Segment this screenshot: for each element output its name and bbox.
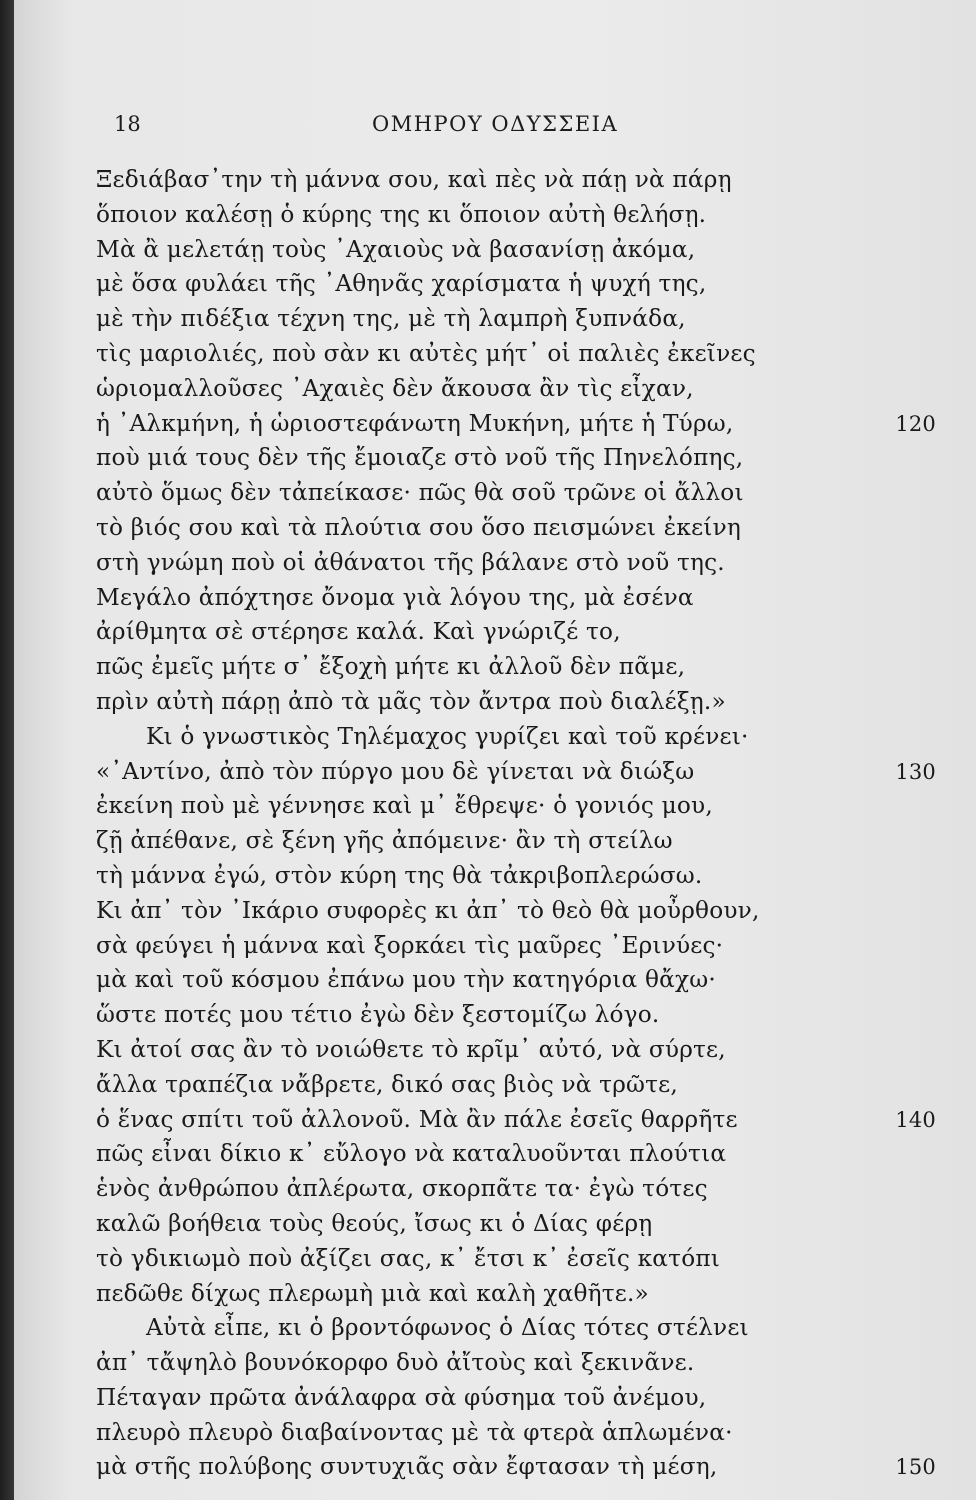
verse-line	[96, 685, 936, 720]
verse-line	[96, 511, 936, 546]
verse-line-text: Πέταγαν πρῶτα ἀνάλαφρα σὰ φύσημα τοῦ ἀνέμου,	[96, 1383, 707, 1411]
verse-line	[96, 1033, 936, 1068]
verse-line-text: ζῇ ἀπέθανε, σὲ ξένη γῆς ἀπόμεινε· ἂν τὴ στείλω	[96, 827, 673, 855]
verse-line	[96, 441, 936, 476]
page-number: 18	[114, 112, 141, 136]
verse-line-text: ὥστε ποτές μου τέτιο ἐγὼ δὲν ξεστομίζω λόγο.	[96, 1001, 660, 1029]
verse-line-text: καλῶ βοήθεια τοὺς θεούς, ἴσως κι ὁ Δίας φέρῃ	[96, 1209, 653, 1237]
verse-line	[96, 720, 936, 755]
verse-text	[96, 163, 936, 1485]
verse-line	[96, 998, 936, 1033]
verse-line-text: πῶς ἐμεῖς μήτε σ᾿ ἔξοχὴ μήτε κι ἀλλοῦ δὲν πᾶμε,	[96, 653, 686, 681]
verse-line-text: σὰ φεύγει ἡ μάννα καὶ ξορκάει τὶς μαῦρες ᾿Ερινύες·	[96, 931, 724, 959]
verse-line	[96, 859, 936, 894]
verse-line-text: Αὐτὰ εἶπε, κι ὁ βροντόφωνος ὁ Δίας τότες στέλνει	[146, 1314, 749, 1342]
verse-line	[96, 1242, 936, 1277]
verse-line-text: μὲ ὅσα φυλάει τῆς ᾿Αθηνᾶς χαρίσματα ἡ ψυχή της,	[96, 270, 707, 298]
verse-line	[96, 755, 936, 790]
verse-line-text: τὶς μαριολιές, ποὺ σὰν κι αὐτὲς μήτ᾿ οἱ παλιὲς ἐκεῖνες	[96, 339, 756, 367]
line-number: 120	[895, 411, 936, 436]
verse-line-text: ἀρίθμητα σὲ στέρησε καλά. Καὶ γνώριζέ το,	[96, 618, 621, 646]
verse-line-text: μὰ στῆς πολύβοης συντυχιᾶς σὰν ἔφτασαν τὴ μέση,	[96, 1453, 718, 1481]
verse-line	[96, 929, 936, 964]
verse-line	[96, 1346, 936, 1381]
verse-line	[96, 1381, 936, 1416]
verse-line	[96, 1277, 936, 1312]
verse-line	[96, 372, 936, 407]
verse-line	[96, 650, 936, 685]
verse-line-text: Μεγάλο ἀπόχτησε ὄνομα γιὰ λόγου της, μὰ ἐσένα	[96, 583, 694, 611]
verse-line	[96, 1416, 936, 1451]
verse-line	[96, 1450, 936, 1485]
verse-line	[96, 476, 936, 511]
verse-line-text: τὴ μάννα ἐγώ, στὸν κύρη της θὰ τἀκριβοπλερώσω.	[96, 861, 703, 889]
verse-line	[96, 407, 936, 442]
verse-line-text: ὅποιον καλέσῃ ὁ κύρης της κι ὅποιον αὐτὴ θελήσῃ.	[96, 200, 707, 228]
verse-line-text: τὸ γδικιωμὸ ποὺ ἀξίζει σας, κ᾿ ἔτσι κ᾿ ἐσεῖς κατόπι	[96, 1244, 721, 1272]
verse-line-text: πῶς εἶναι δίκιο κ᾿ εὔλογο νὰ καταλυοῦνται πλούτια	[96, 1140, 727, 1168]
page-header	[114, 112, 914, 144]
verse-line-text: μὰ καὶ τοῦ κόσμου ἐπάνω μου τὴν κατηγόρια θἄχω·	[96, 966, 716, 994]
verse-line	[96, 963, 936, 998]
verse-line	[96, 894, 936, 929]
verse-line-text: αὐτὸ ὅμως δὲν τἀπείκασε· πῶς θὰ σοῦ τρῶνε οἱ ἄλλοι	[96, 479, 744, 507]
verse-line-text: Κι ἀπ᾿ τὸν ᾿Ικάριο συφορὲς κι ἀπ᾿ τὸ θεὸ θὰ μοὖρθουν,	[96, 896, 760, 924]
verse-line-text: ἄλλα τραπέζια νἄβρετε, δικό σας βιὸς νὰ τρῶτε,	[96, 1070, 678, 1098]
verse-line-text: ἑνὸς ἀνθρώπου ἀπλέρωτα, σκορπᾶτε τα· ἐγὼ τότες	[96, 1175, 708, 1203]
verse-line-text: Ξεδιάβασ᾿την τὴ μάννα σου, καὶ πὲς νὰ πάῃ νὰ πάρῃ	[96, 166, 732, 193]
book-page	[14, 0, 976, 1500]
verse-line-text: Κι ὁ γνωστικὸς Τηλέμαχος γυρίζει καὶ τοῦ κρένει·	[146, 722, 749, 750]
verse-line	[96, 789, 936, 824]
running-title: ΟΜΗΡΟΥ ΟΔΥΣΣΕΙΑ	[372, 112, 619, 136]
verse-line-text: Μὰ ἂ μελετάῃ τοὺς ᾿Αχαιοὺς νὰ βασανίσῃ ἀκόμα,	[96, 235, 696, 263]
verse-line	[96, 1103, 936, 1138]
verse-line-text: πεδῶθε δίχως πλερωμὴ μιὰ καὶ καλὴ χαθῆτε.»	[96, 1279, 649, 1307]
verse-line	[96, 302, 936, 337]
verse-line-text: ὡριομαλλοῦσες ᾿Αχαιὲς δὲν ἄκουσα ἂν τὶς εἶχαν,	[96, 374, 694, 402]
verse-line-text: πρὶν αὐτὴ πάρῃ ἀπὸ τὰ μᾶς τὸν ἄντρα ποὺ διαλέξῃ.»	[96, 687, 726, 715]
verse-line	[96, 1068, 936, 1103]
verse-line	[96, 615, 936, 650]
line-number: 150	[895, 1455, 936, 1480]
verse-line-text: ἐκείνη ποὺ μὲ γέννησε καὶ μ᾿ ἔθρεψε· ὁ γονιός μου,	[96, 792, 713, 820]
verse-line-text: ὁ ἕνας σπίτι τοῦ ἀλλονοῦ. Μὰ ἂν πάλε ἐσεῖς θαρρῆτε	[96, 1105, 738, 1133]
verse-line-text: στὴ γνώμη ποὺ οἱ ἀθάνατοι τῆς βάλανε στὸ νοῦ της.	[96, 548, 725, 576]
verse-line	[96, 1311, 936, 1346]
verse-line-text: μὲ τὴν πιδέξια τέχνη της, μὲ τὴ λαμπρὴ ξυπνάδα,	[96, 305, 686, 333]
verse-line	[96, 1137, 936, 1172]
line-number: 130	[895, 759, 936, 784]
verse-line	[96, 163, 936, 198]
verse-line	[96, 546, 936, 581]
verse-line-text: ποὺ μιά τους δὲν τῆς ἔμοιαζε στὸ νοῦ τῆς Πηνελόπης,	[96, 444, 744, 472]
verse-line-text: τὸ βιός σου καὶ τὰ πλούτια σου ὅσο πεισμώνει ἐκείνη	[96, 513, 741, 541]
verse-line	[96, 1207, 936, 1242]
verse-line	[96, 581, 936, 616]
verse-line	[96, 1172, 936, 1207]
verse-line	[96, 337, 936, 372]
verse-line	[96, 233, 936, 268]
verse-line	[96, 267, 936, 302]
line-number: 140	[895, 1107, 936, 1132]
verse-line	[96, 824, 936, 859]
verse-line-text: «᾿Αντίνο, ἀπὸ τὸν πύργο μου δὲ γίνεται νὰ διώξω	[96, 757, 695, 785]
verse-line-text: Κι ἀτοί σας ἂν τὸ νοιώθετε τὸ κρῖμ᾿ αὐτό, νὰ σύρτε,	[96, 1035, 726, 1063]
verse-line-text: ἡ ᾿Αλκμήνη, ἡ ὡριοστεφάνωτη Μυκήνη, μήτε ἡ Τύρω,	[96, 409, 734, 437]
verse-line-text: πλευρὸ πλευρὸ διαβαίνοντας μὲ τὰ φτερὰ ἁπλωμένα·	[96, 1418, 733, 1446]
verse-line-text: ἀπ᾿ τἄψηλὸ βουνόκορφο δυὸ ἀἴτοὺς καὶ ξεκινᾶνε.	[96, 1349, 695, 1377]
verse-line	[96, 198, 936, 233]
